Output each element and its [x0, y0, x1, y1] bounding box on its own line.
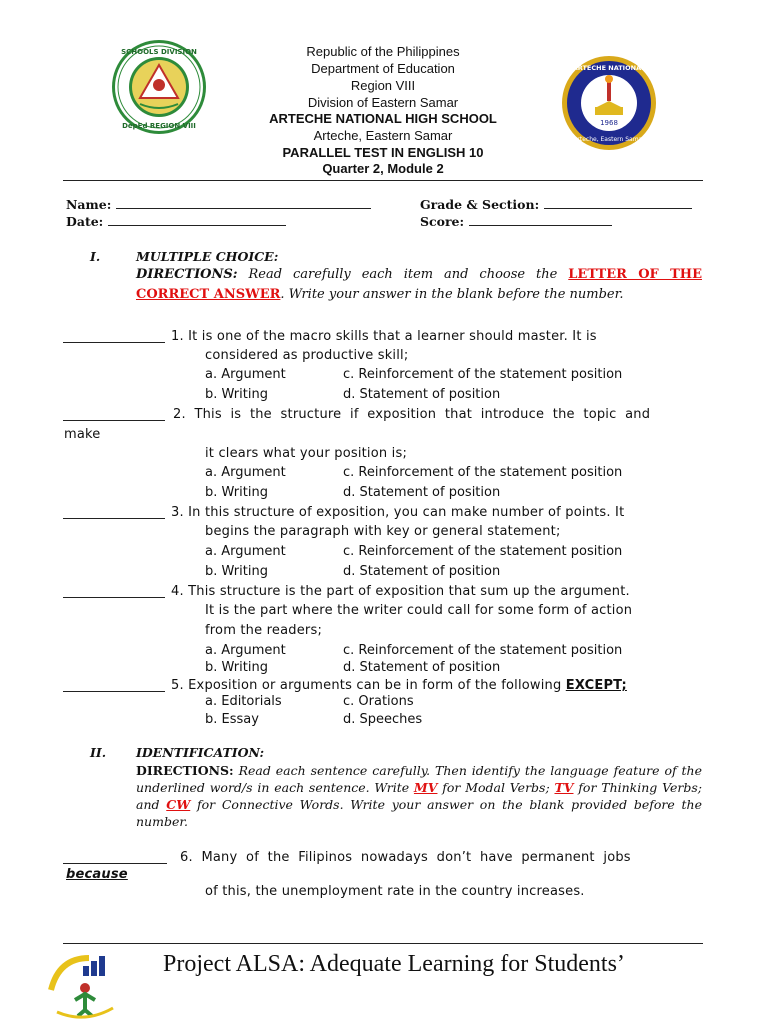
answer-blank-2[interactable] [63, 420, 165, 421]
q1-option-a: a. Argument [205, 367, 286, 382]
tv-code: TV [554, 780, 574, 795]
header-division: Division of Eastern Samar [307, 95, 459, 110]
header-republic: Republic of the Philippines [306, 44, 460, 59]
header-deped: Department of Education [311, 61, 455, 76]
except-keyword: EXCEPT; [565, 678, 627, 693]
q3-option-a: a. Argument [205, 544, 286, 559]
division-seal-logo [110, 38, 208, 136]
question-5 [171, 676, 627, 695]
question-3: 3. In this structure of exposition, you can make number of points. It [171, 505, 625, 520]
section1-title: MULTIPLE CHOICE: [136, 249, 279, 264]
q4-option-d: d. Statement of position [343, 660, 501, 675]
q2-option-b: b. Writing [205, 485, 268, 500]
cw-code: CW [166, 797, 191, 812]
date-field[interactable] [66, 214, 286, 229]
section2-number: II. [90, 745, 107, 760]
section1-directions [136, 265, 702, 305]
svg-text:SCHOOLS DIVISION: SCHOOLS DIVISION [121, 48, 197, 56]
directions-text: Read carefully each item and choose the [237, 267, 569, 282]
q2-option-a: a. Argument [205, 465, 286, 480]
q1-option-d: d. Statement of position [343, 387, 501, 402]
section2-directions-label: DIRECTIONS: [136, 763, 234, 778]
section1-number: I. [90, 249, 101, 264]
test-title: PARALLEL TEST IN ENGLISH 10 [282, 145, 484, 160]
question-6-cont: of this, the unemployment rate in the country increases. [205, 884, 585, 899]
grade-section-field[interactable] [420, 197, 692, 212]
grade-section-label: Grade & Section: [420, 197, 540, 212]
header-region: Region VIII [350, 78, 416, 93]
answer-blank-5[interactable] [63, 691, 165, 692]
section2-text-1: Read each sentence carefully. Then identify the language feature of the underlined word/s in each sentence. Write [136, 763, 702, 795]
answer-blank-4[interactable] [63, 597, 165, 598]
svg-text:1968: 1968 [600, 119, 618, 127]
school-seal-logo [561, 55, 657, 151]
question-4: 4. This structure is the part of exposition that sum up the argument. [171, 584, 630, 599]
q1-option-c: c. Reinforcement of the statement position [343, 367, 623, 382]
section2-text-2: for Modal Verbs; [437, 780, 555, 795]
section2-text-3: for Thinking Verbs; and [136, 780, 702, 812]
section2-text-4: for Connective Words. Write your answer on the blank provided before the number. [136, 797, 702, 829]
answer-blank-6[interactable] [63, 863, 167, 864]
directions-highlight: LETTER OF THE CORRECT ANSWER [136, 267, 702, 302]
q4-option-c: c. Reinforcement of the statement position [343, 643, 623, 658]
header-divider [63, 180, 703, 181]
q5-option-a: a. Editorials [205, 694, 282, 709]
score-field[interactable] [420, 214, 612, 229]
school-town: Arteche, Eastern Samar [313, 128, 453, 143]
q1-option-b: b. Writing [205, 387, 268, 402]
directions-label: DIRECTIONS: [136, 267, 238, 282]
question-2: 2. This is the structure if exposition that introduce the topic and [173, 407, 651, 422]
section2-directions [136, 762, 702, 830]
date-label: Date: [66, 214, 104, 229]
svg-text:ARTECHE NATIONAL: ARTECHE NATIONAL [572, 64, 646, 72]
question-3-cont: begins the paragraph with key or general statement; [205, 524, 561, 539]
because-word: because [66, 867, 128, 882]
footer-project-text: Project ALSA: Adequate Learning for Students’ [163, 951, 625, 977]
question-5-text: 5. Exposition or arguments can be in form of the following [171, 678, 566, 693]
svg-text:DepEd REGION VIII: DepEd REGION VIII [122, 122, 196, 130]
question-1: 1. It is one of the macro skills that a learner should master. It is [171, 329, 597, 344]
q3-option-c: c. Reinforcement of the statement position [343, 544, 623, 559]
question-1-cont: considered as productive skill; [205, 348, 409, 363]
question-4-cont2: from the readers; [205, 623, 323, 638]
name-field[interactable] [66, 197, 371, 212]
school-name: ARTECHE NATIONAL HIGH SCHOOL [269, 111, 497, 126]
directions-text-end: . Write your answer in the blank before the number. [280, 287, 624, 302]
footer-divider [63, 943, 703, 944]
q3-option-d: d. Statement of position [343, 564, 501, 579]
score-label: Score: [420, 214, 465, 229]
q2-option-d: d. Statement of position [343, 485, 501, 500]
q5-option-c: c. Orations [343, 694, 414, 709]
question-6: 6. Many of the Filipinos nowadays don’t have permanent jobs [180, 850, 631, 865]
alsa-logo [45, 950, 127, 1020]
q3-option-b: b. Writing [205, 564, 268, 579]
name-label: Name: [66, 197, 112, 212]
answer-blank-1[interactable] [63, 342, 165, 343]
question-4-cont: It is the part where the writer could call for some form of action [205, 603, 633, 618]
q5-option-d: d. Speeches [343, 712, 423, 727]
q5-option-b: b. Essay [205, 712, 259, 727]
answer-blank-3[interactable] [63, 518, 165, 519]
mv-code: MV [413, 780, 438, 795]
svg-text:Arteche, Eastern Samar: Arteche, Eastern Samar [573, 136, 645, 143]
q4-option-a: a. Argument [205, 643, 286, 658]
q2-option-c: c. Reinforcement of the statement position [343, 465, 623, 480]
question-2-wrap: make [64, 427, 101, 442]
q4-option-b: b. Writing [205, 660, 268, 675]
section2-title: IDENTIFICATION: [136, 745, 265, 760]
quarter-module: Quarter 2, Module 2 [322, 161, 444, 176]
question-2-cont: it clears what your position is; [205, 446, 408, 461]
